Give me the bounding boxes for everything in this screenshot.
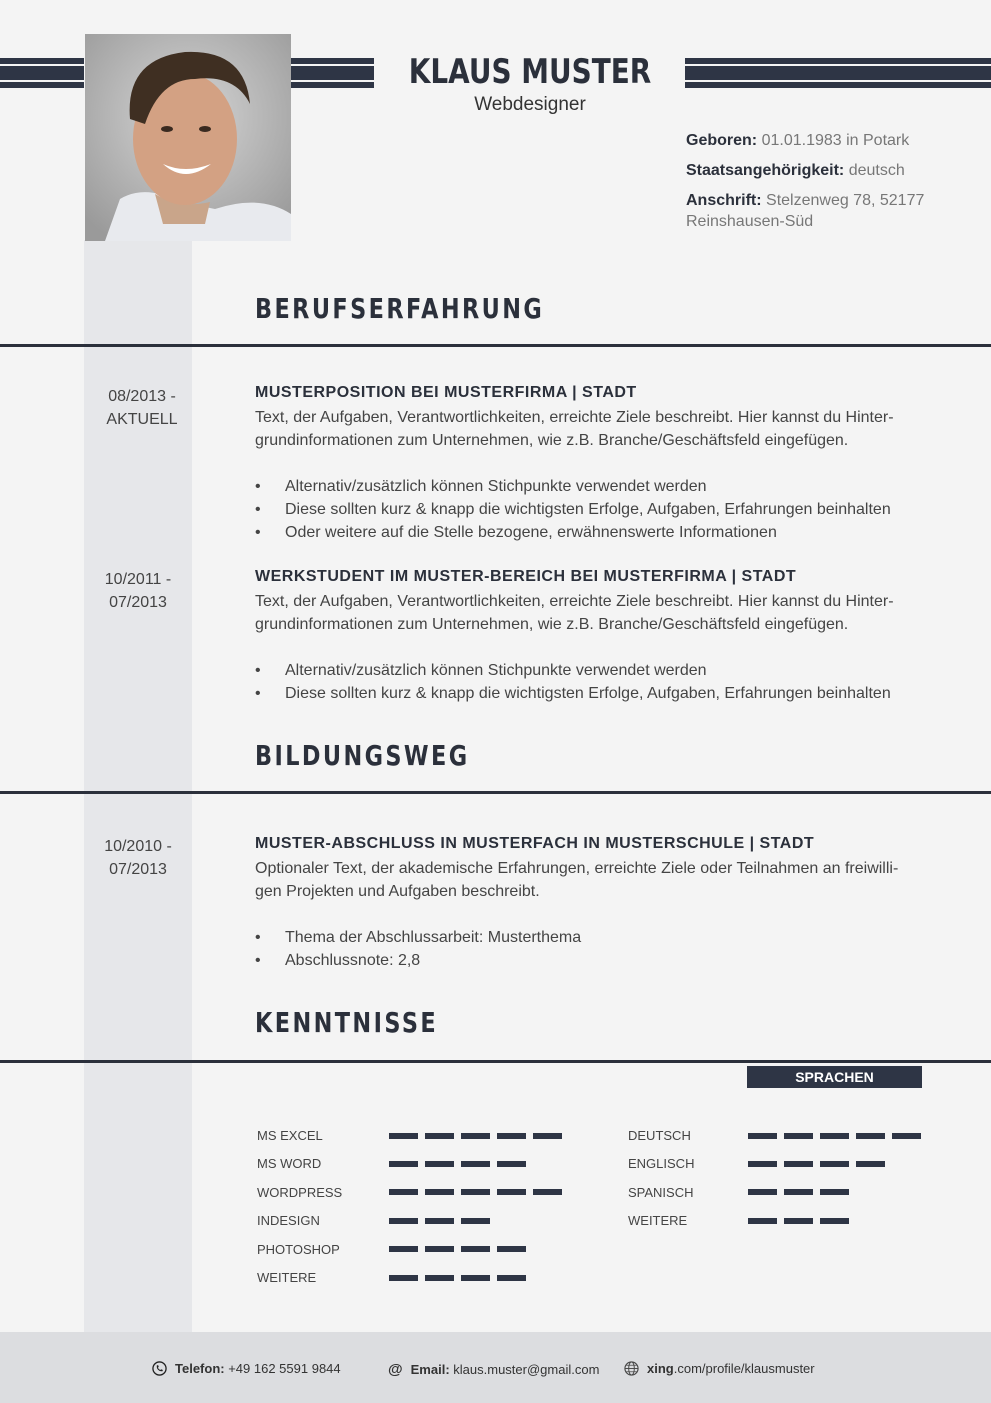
at-icon: @	[388, 1361, 403, 1378]
skill-level-dash	[533, 1189, 562, 1195]
language-row	[628, 1128, 921, 1143]
language-level-dash	[856, 1133, 885, 1139]
language-level-dash	[748, 1218, 777, 1224]
skill-level-dash	[533, 1133, 562, 1139]
language-level-dash	[748, 1189, 777, 1195]
language-level	[748, 1189, 849, 1195]
skill-level-dash	[461, 1133, 490, 1139]
language-level	[748, 1133, 921, 1139]
skill-level	[389, 1189, 562, 1195]
language-level-dash	[820, 1189, 849, 1195]
skill-level-dash	[425, 1246, 454, 1252]
language-name: SPANISCH	[628, 1184, 694, 1200]
skill-level-dash	[461, 1189, 490, 1195]
experience-title: WERKSTUDENT IM MUSTER-BEREICH BEI MUSTERFIRMA | STADT	[255, 568, 797, 585]
skill-level-dash	[389, 1189, 418, 1195]
skill-name: PHOTOSHOP	[257, 1241, 340, 1257]
skill-row	[257, 1156, 526, 1171]
date-start: 08/2013 -	[108, 388, 176, 405]
language-name: ENGLISCH	[628, 1156, 695, 1172]
header-stripe-mid	[291, 58, 374, 88]
language-row	[628, 1156, 885, 1171]
skill-level-dash	[461, 1218, 490, 1224]
skill-level-dash	[461, 1161, 490, 1167]
experience-description	[255, 406, 935, 452]
skill-level-dash	[389, 1275, 418, 1281]
section-rule	[0, 791, 991, 794]
info-birth-label: Geboren:	[686, 132, 758, 149]
skill-level	[389, 1275, 526, 1281]
date-start: 10/2010 -	[104, 838, 172, 855]
date-end: 07/2013	[109, 594, 167, 611]
skill-level-dash	[425, 1161, 454, 1167]
skill-level	[389, 1246, 526, 1252]
skill-name: WEITERE	[257, 1270, 317, 1285]
description-line: Text, der Aufgaben, Verantwortlichkeiten, erreichte Ziele beschreibt. Hier kannst du Hinter-	[255, 409, 894, 426]
language-row	[628, 1213, 849, 1228]
experience-date	[92, 385, 192, 431]
language-level-dash	[820, 1133, 849, 1139]
list-item: • Alternativ/zusätzlich können Stichpunkte verwendet werden	[255, 659, 891, 682]
experience-title: MUSTERPOSITION BEI MUSTERFIRMA | STADT	[255, 384, 637, 401]
skill-row	[257, 1185, 562, 1200]
list-item: • Oder weitere auf die Stelle bezogene, erwähnenswerte Informationen	[255, 521, 891, 544]
section-rule	[0, 344, 991, 347]
education-bullets	[255, 926, 581, 972]
section-title-experience: BERUFSERFAHRUNG	[255, 292, 545, 325]
skill-level-dash	[389, 1246, 418, 1252]
language-level-dash	[856, 1161, 885, 1167]
description-line: Text, der Aufgaben, Verantwortlichkeiten, erreichte Ziele beschreibt. Hier kannst du Hinter-	[255, 593, 894, 610]
language-level-dash	[820, 1218, 849, 1224]
skill-name: INDESIGN	[257, 1213, 320, 1229]
info-address-value: Stelzenweg 78, 52177	[766, 192, 925, 209]
language-name: WEITERE	[628, 1213, 688, 1229]
experience-description	[255, 590, 935, 636]
skill-level-dash	[497, 1161, 526, 1167]
info-address-label: Anschrift:	[686, 192, 762, 209]
list-item: • Abschlussnote: 2,8	[255, 949, 581, 972]
experience-bullets	[255, 475, 891, 544]
globe-icon	[624, 1361, 639, 1376]
footer-phone[interactable]	[152, 1361, 341, 1376]
languages-badge: SPRACHEN	[747, 1066, 922, 1088]
skill-level-dash	[425, 1275, 454, 1281]
header-stripe-right	[685, 58, 991, 88]
experience-bullets	[255, 659, 891, 705]
phone-value: +49 162 5591 9844	[228, 1361, 341, 1376]
xing-rest: .com/profile/klausmuster	[673, 1361, 815, 1376]
footer-email[interactable]	[388, 1361, 599, 1378]
description-line: Optionaler Text, der akademische Erfahrungen, erreichte Ziele oder Teilnahmen an freiwilli-	[255, 860, 899, 877]
info-address-value-line2: Reinshausen-Süd	[686, 213, 814, 230]
profile-photo	[85, 34, 291, 241]
phone-icon	[152, 1361, 167, 1376]
list-item: • Alternativ/zusätzlich können Stichpunkte verwendet werden	[255, 475, 891, 498]
language-level-dash	[784, 1218, 813, 1224]
skill-level-dash	[389, 1218, 418, 1224]
education-title: MUSTER-ABSCHLUSS IN MUSTERFACH IN MUSTERSCHULE | STADT	[255, 835, 815, 852]
skill-level-dash	[497, 1133, 526, 1139]
language-level-dash	[784, 1189, 813, 1195]
description-line: gen Projekten und Aufgaben beschreibt.	[255, 883, 540, 900]
skill-level-dash	[389, 1133, 418, 1139]
language-name: DEUTSCH	[628, 1128, 691, 1143]
education-date	[88, 835, 188, 881]
skill-row	[257, 1270, 526, 1285]
footer-xing[interactable]	[624, 1361, 815, 1376]
language-level-dash	[820, 1161, 849, 1167]
info-nationality	[686, 160, 956, 181]
phone-label: Telefon:	[175, 1361, 225, 1376]
info-nationality-label: Staatsangehörigkeit:	[686, 162, 845, 179]
list-item: • Diese sollten kurz & knapp die wichtigsten Erfolge, Aufgaben, Erfahrungen beinhalten	[255, 498, 891, 521]
skill-row	[257, 1242, 526, 1257]
skill-name: MS EXCEL	[257, 1128, 323, 1143]
skill-level-dash	[497, 1189, 526, 1195]
language-row	[628, 1185, 849, 1200]
skill-level	[389, 1161, 526, 1167]
language-level-dash	[892, 1133, 921, 1139]
list-item: • Diese sollten kurz & knapp die wichtigsten Erfolge, Aufgaben, Erfahrungen beinhalten	[255, 682, 891, 705]
email-value: klaus.muster@gmail.com	[453, 1362, 600, 1377]
skill-level-dash	[425, 1218, 454, 1224]
header-stripe-left	[0, 58, 84, 88]
date-end: AKTUELL	[106, 411, 178, 428]
skill-level-dash	[389, 1161, 418, 1167]
section-rule	[0, 1060, 991, 1063]
language-level-dash	[748, 1161, 777, 1167]
experience-date	[88, 568, 188, 614]
skill-row	[257, 1213, 490, 1228]
skill-name: MS WORD	[257, 1156, 322, 1172]
skill-level	[389, 1218, 490, 1224]
education-description	[255, 857, 935, 903]
info-birth	[686, 130, 956, 151]
date-start: 10/2011 -	[104, 571, 172, 588]
skill-level-dash	[461, 1246, 490, 1252]
skill-level-dash	[461, 1275, 490, 1281]
xing-bold: xing	[647, 1361, 674, 1376]
description-line: grundinformationen zum Unternehmen, wie z.B. Branche/Geschäftsfeld eingefügen.	[255, 432, 849, 449]
info-nationality-value: deutsch	[848, 162, 905, 179]
section-title-education: BILDUNGSWEG	[255, 739, 470, 772]
skill-level-dash	[425, 1189, 454, 1195]
info-birth-value: 01.01.1983 in Potark	[761, 132, 910, 149]
skill-row	[257, 1128, 562, 1143]
language-level	[748, 1161, 885, 1167]
skill-level-dash	[497, 1275, 526, 1281]
description-line: grundinformationen zum Unternehmen, wie z.B. Branche/Geschäftsfeld eingefügen.	[255, 616, 849, 633]
person-role: Webdesigner	[474, 94, 586, 115]
info-address	[686, 190, 956, 232]
skill-level	[389, 1133, 562, 1139]
skill-level-dash	[425, 1133, 454, 1139]
language-level-dash	[784, 1133, 813, 1139]
language-level-dash	[748, 1133, 777, 1139]
list-item: • Thema der Abschlussarbeit: Musterthema	[255, 926, 581, 949]
date-end: 07/2013	[109, 861, 167, 878]
language-level	[748, 1218, 849, 1224]
email-label: Email:	[410, 1362, 450, 1377]
language-level-dash	[784, 1161, 813, 1167]
section-title-skills: KENNTNISSE	[255, 1006, 439, 1039]
skill-level-dash	[497, 1246, 526, 1252]
person-name: KLAUS MUSTER	[408, 52, 652, 92]
skill-name: WORDPRESS	[257, 1184, 343, 1200]
